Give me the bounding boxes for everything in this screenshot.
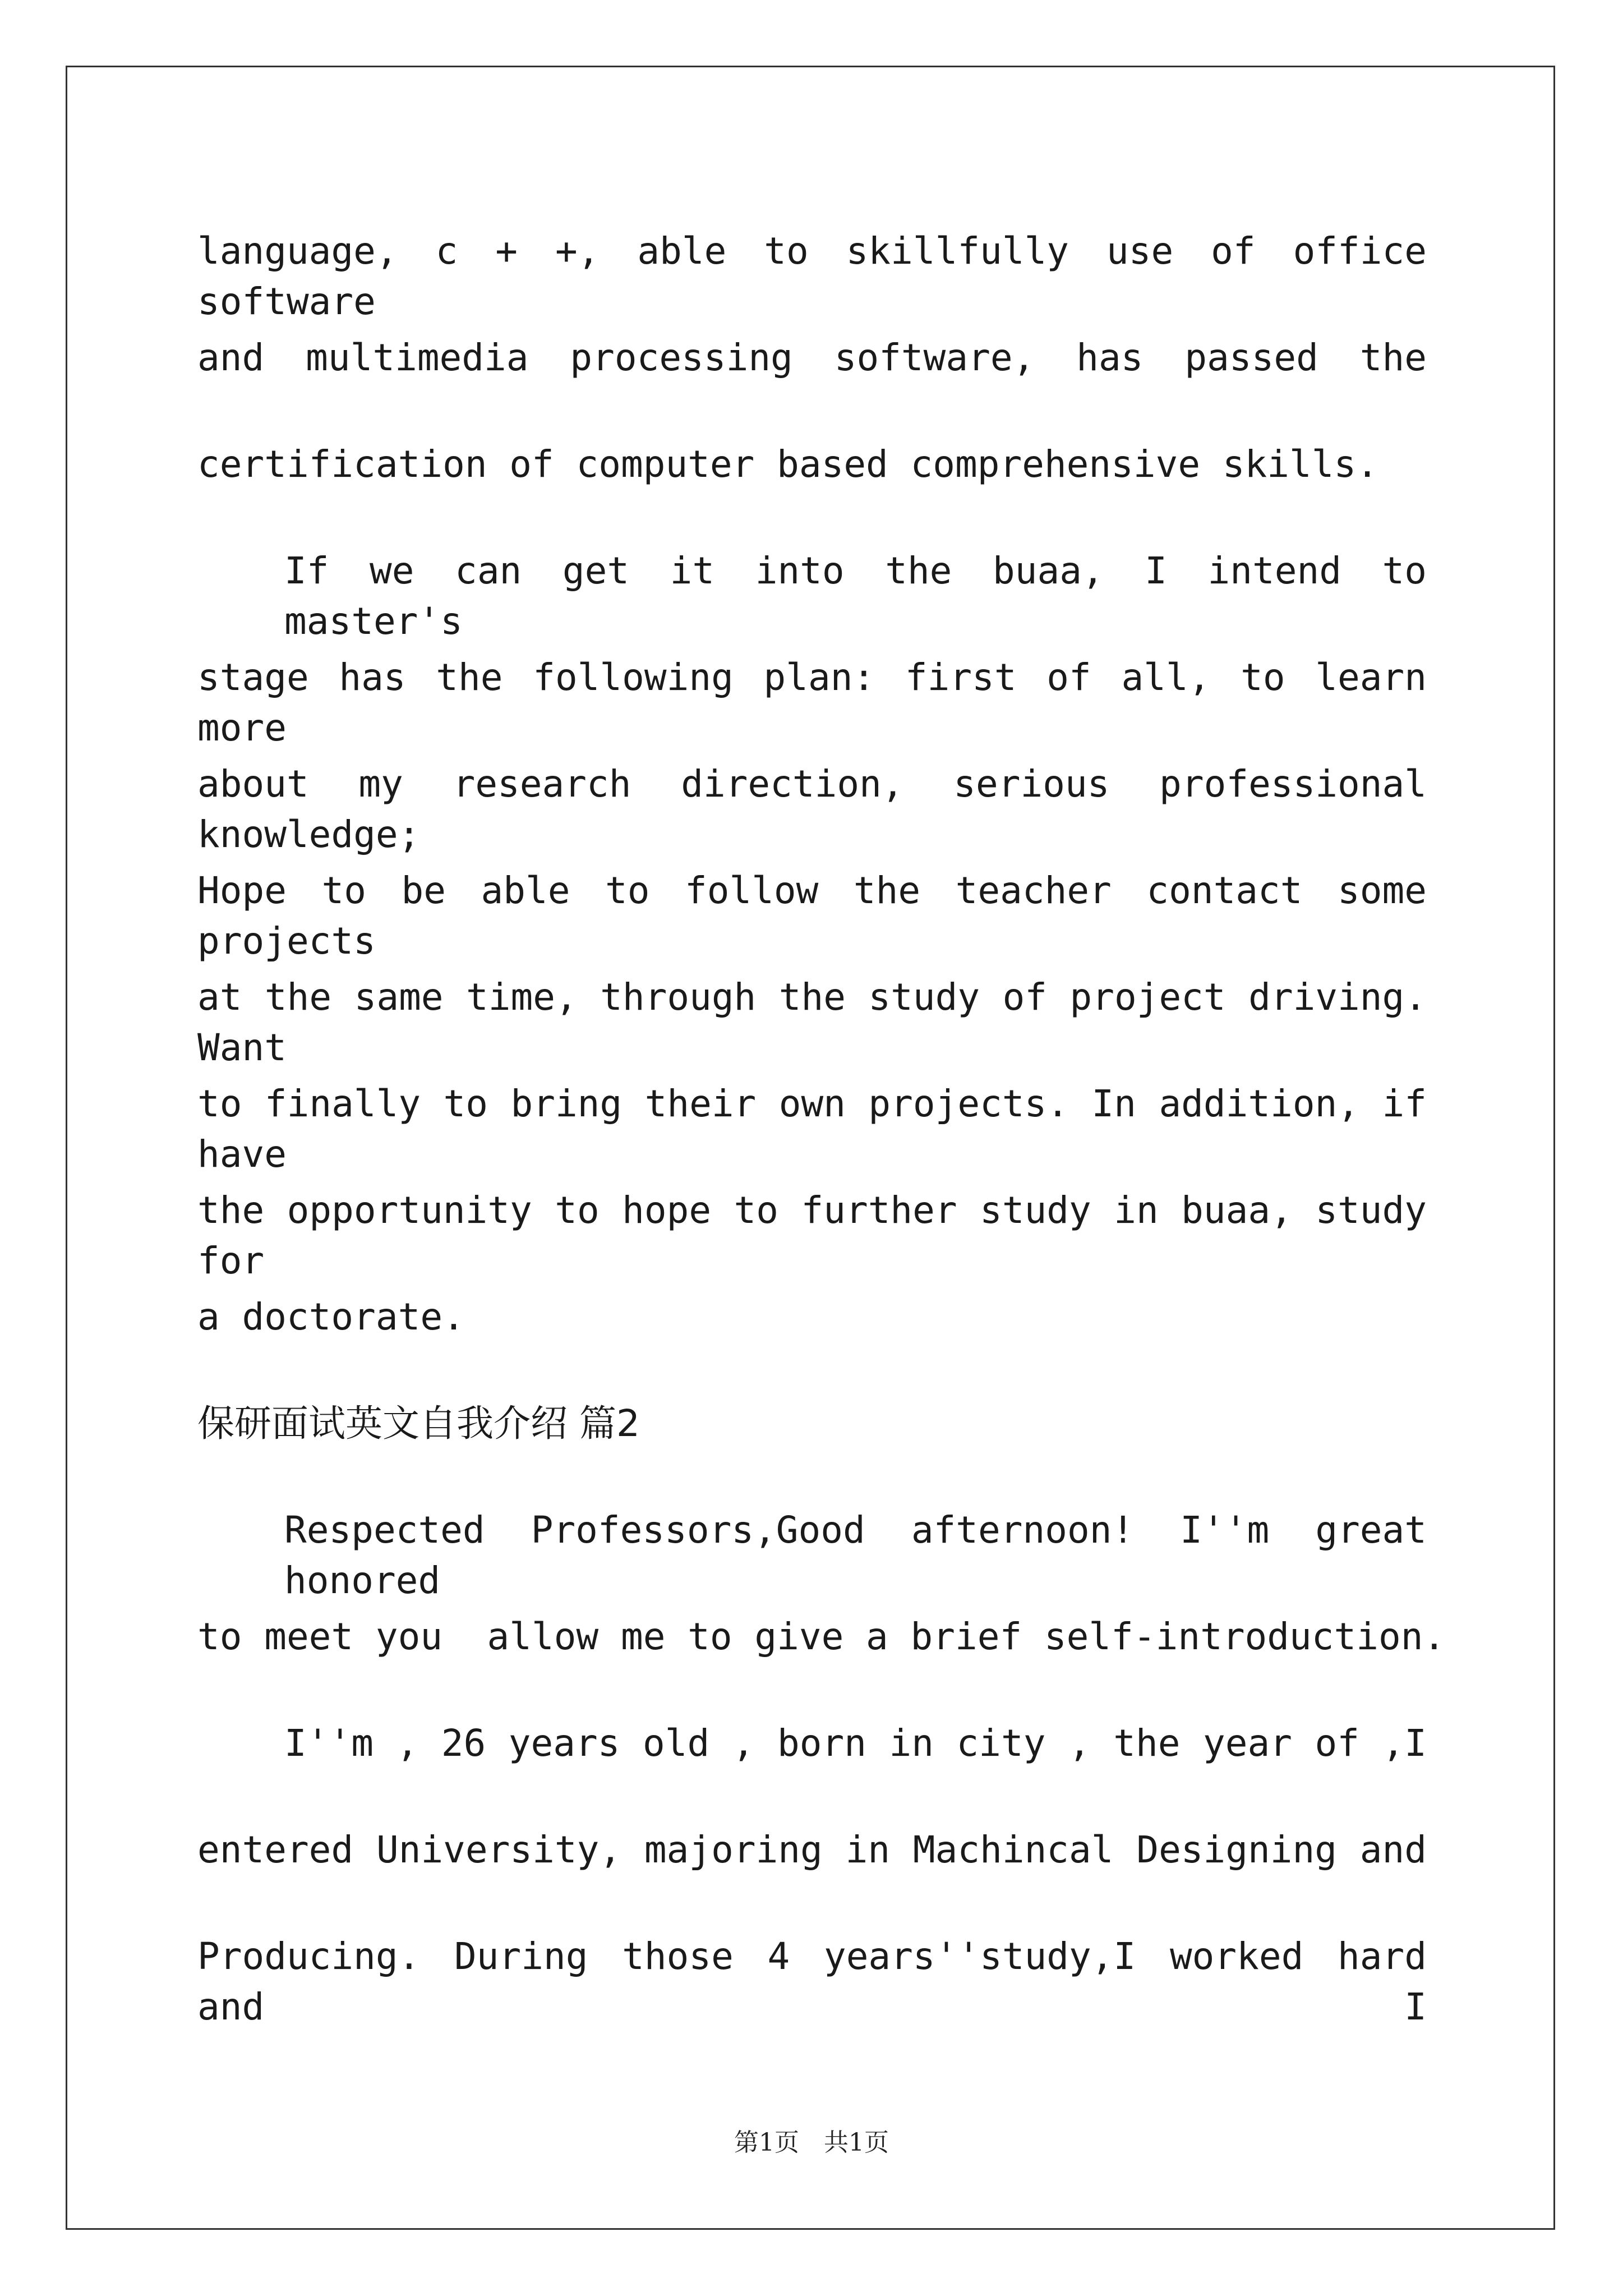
text-line-15: I''m , 26 years old , born in city , the year of ,I xyxy=(284,1722,1427,1765)
text-line-4: If we can get it into the buaa, I intend to master's xyxy=(284,549,1427,643)
text-line-5: stage has the following plan: first of all, to learn more xyxy=(197,656,1427,749)
text-line-3: certification of computer based comprehensive skills. xyxy=(197,443,1378,486)
section-heading: 保研面试英文自我介绍 篇2 xyxy=(197,1402,640,1445)
text-line-17: Producing. During those 4 years''study,I worked hard and I xyxy=(197,1935,1427,2028)
text-line-7: Hope to be able to follow the teacher contact some projects xyxy=(197,869,1427,963)
text-line-14: to meet you allow me to give a brief self-introduction. xyxy=(197,1615,1446,1658)
text-line-10: the opportunity to hope to further study in buaa, study for xyxy=(197,1189,1427,1282)
text-line-8: at the same time, through the study of project driving. Want xyxy=(197,976,1427,1069)
text-line-11: a doctorate. xyxy=(197,1295,465,1338)
text-line-6: about my research direction, serious professional knowledge; xyxy=(197,762,1427,856)
text-line-16: entered University, majoring in Machincal Designing and xyxy=(197,1828,1427,1871)
text-line-9: to finally to bring their own projects. In addition, if have xyxy=(197,1082,1427,1176)
page-footer: 第1页 共1页 xyxy=(734,2128,889,2157)
text-line-2: and multimedia processing software, has passed the xyxy=(197,336,1427,379)
text-line-13: Respected Professors,Good afternoon! I''m great honored xyxy=(284,1508,1427,1602)
text-line-1: language, c + +, able to skillfully use of office software xyxy=(197,229,1427,323)
